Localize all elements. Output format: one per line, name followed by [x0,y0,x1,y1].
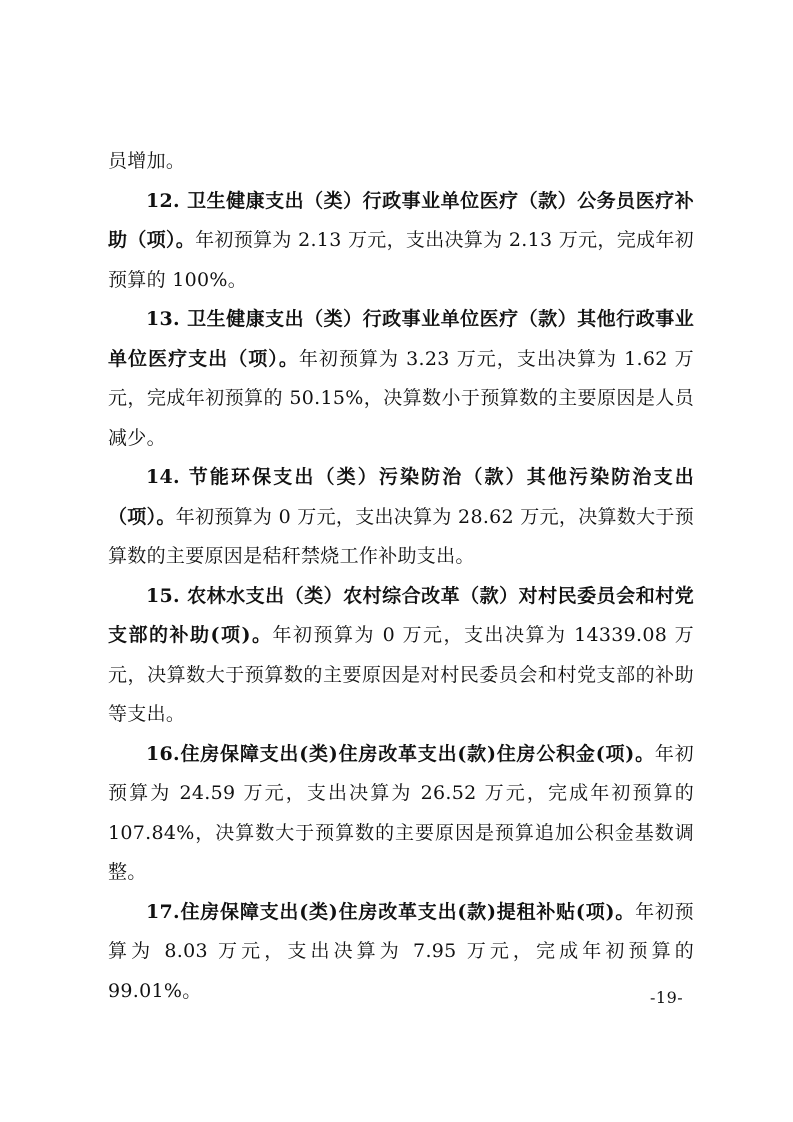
item-16-body: 年初预算为 24.59 万元，支出决算为 26.52 万元，完成年初预算的 107.84%，决算数大于预算数的主要原因是预算追加公积金基数调整。 [108,742,694,883]
item-16-heading: 16.住房保障支出(类)住房改革支出(款)住房公积金(项)。 [146,742,655,765]
item-12-heading: 12. 卫生健康支出（类）行政事业单位医疗（款）公务员医疗补助（项）。 [108,189,694,251]
item-15-heading: 15. 农林水支出（类）农村综合改革（款）对村民委员会和村党支部的补助(项)。 [108,584,694,646]
item-15 [108,577,694,735]
item-14-body: 年初预算为 0 万元，支出决算为 28.62 万元，决算数大于预算数的主要原因是秸秆禁烧工作补助支出。 [108,505,694,567]
item-13-body: 年初预算为 3.23 万元，支出决算为 1.62 万元，完成年初预算的 50.15%，决算数小于预算数的主要原因是人员减少。 [108,347,694,449]
continuation-text: 员增加。 [108,150,186,172]
item-14 [108,458,694,577]
item-16 [108,735,694,893]
item-12 [108,182,694,301]
document-body [108,142,694,1011]
item-17-heading: 17.住房保障支出(类)住房改革支出(款)提租补贴(项)。 [146,900,636,923]
item-12-body: 年初预算为 2.13 万元，支出决算为 2.13 万元，完成年初预算的 100%。 [108,229,694,291]
item-15-body: 年初预算为 0 万元，支出决算为 14339.08 万元，决算数大于预算数的主要原因是对村民委员会和村党支部的补助等支出。 [108,624,694,725]
item-17-body: 年初预算为 8.03 万元，支出决算为 7.95 万元，完成年初预算的 99.01%。 [108,900,694,1002]
item-13 [108,300,694,458]
item-17 [108,893,694,1012]
item-14-heading: 14. 节能环保支出（类）污染防治（款）其他污染防治支出（项）。 [108,466,694,528]
page-number: -19- [650,988,684,1007]
item-13-heading: 13. 卫生健康支出（类）行政事业单位医疗（款）其他行政事业单位医疗支出（项）。 [108,308,694,370]
